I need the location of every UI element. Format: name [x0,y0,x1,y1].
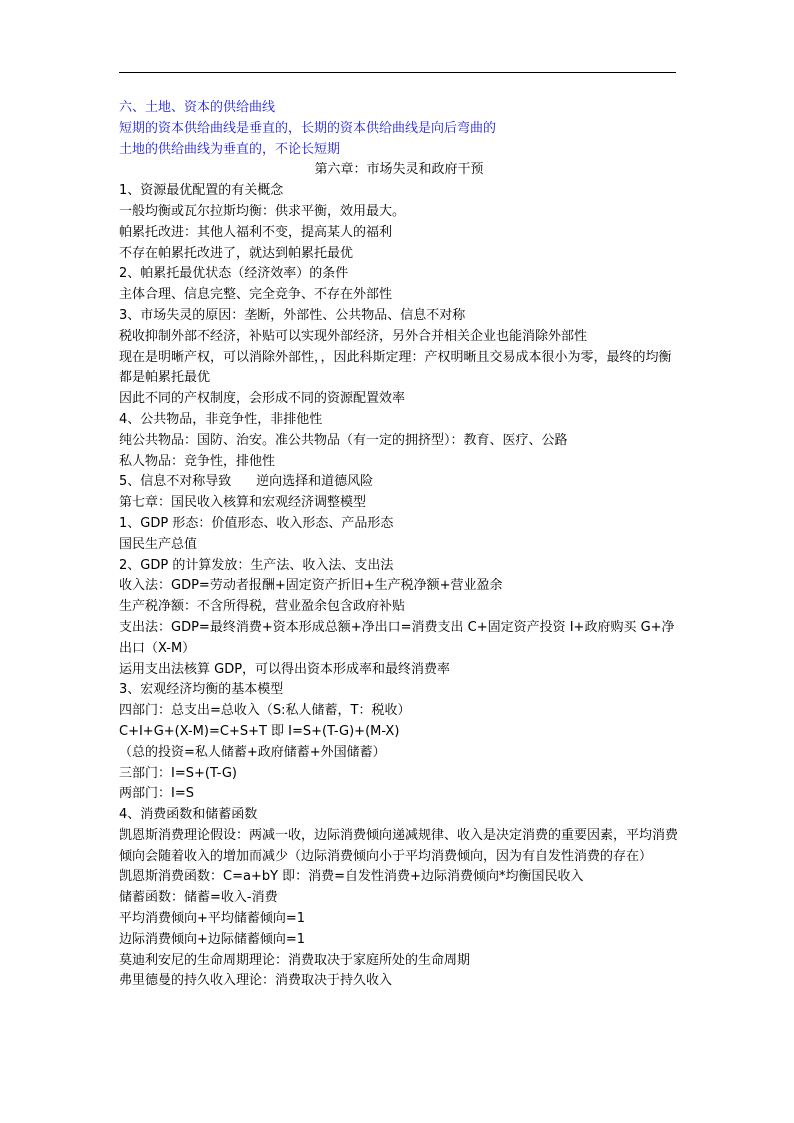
paragraph: 凯恩斯消费理论假设：两减一收，边际消费倾向递减规律、收入是决定消费的重要因素，平均消费倾向会随着收入的增加而减少（边际消费倾向小于平均消费倾向，因为有自发性消费的存在） [119,827,679,864]
section-heading: 2、帕累托最优状态（经济效率）的条件 [119,266,349,282]
paragraph: 现在是明晰产权，可以消除外部性，，因此科斯定理：产权明晰且交易成本很小为零，最终的均衡都是帕累托最优 [119,349,672,386]
paragraph: 不存在帕累托改进了，就达到帕累托最优 [119,245,354,261]
paragraph: 莫迪利安尼的生命周期理论：消费取决于家庭所处的生命周期 [119,952,471,968]
formula: 三部门：I=S+(T-G) [119,765,238,781]
section-heading: 5、信息不对称导致 逆向选择和道德风险 [119,474,374,490]
section-heading: 3、宏观经济均衡的基本模型 [119,682,284,698]
paragraph: 国民生产总值 [119,536,198,552]
paragraph: 主体合理、信息完整、完全竞争、不存在外部性 [119,287,393,303]
section-heading: 3、市场失灵的原因：垄断，外部性、公共物品、信息不对称 [119,307,466,323]
paragraph: 因此不同的产权制度，会形成不同的资源配置效率 [119,391,406,407]
paragraph: 帕累托改进：其他人福利不变，提高某人的福利 [119,224,393,240]
section-heading: 4、公共物品，非竞争性，非排他性 [119,411,323,427]
paragraph: 弗里德曼的持久收入理论：消费取决于持久收入 [119,973,393,989]
paragraph: 土地的供给曲线为垂直的，不论长短期 [119,141,341,157]
paragraph: 凯恩斯消费函数：C=a+bY 即：消费=自发性消费+边际消费倾向*均衡国民收入 [119,869,584,885]
paragraph: （总的投资=私人储蓄+政府储蓄+外国储蓄） [119,744,386,760]
paragraph: 运用支出法核算 GDP，可以得出资本形成率和最终消费率 [119,661,451,677]
formula: 两部门：I=S [119,786,194,802]
paragraph: 短期的资本供给曲线是垂直的，长期的资本供给曲线是向后弯曲的 [119,120,497,136]
paragraph: 纯公共物品：国防、治安。准公共物品（有一定的拥挤型）：教育、医疗、公路 [119,432,568,448]
section-heading: 1、资源最优配置的有关概念 [119,183,284,199]
paragraph: 私人物品：竞争性，排他性 [119,453,276,469]
section-heading: 2、GDP 的计算发放：生产法、收入法、支出法 [119,557,394,573]
paragraph: 一般均衡或瓦尔拉斯均衡：供求平衡，效用最大。 [119,203,406,219]
formula: 平均消费倾向+平均储蓄倾向=1 [119,911,306,927]
section-heading: 4、消费函数和储蓄函数 [119,807,258,823]
chapter-title: 第六章：市场失灵和政府干预 [314,162,484,178]
paragraph: 生产税净额：不含所得税，营业盈余包含政府补贴 [119,599,406,615]
formula: 边际消费倾向+边际储蓄倾向=1 [119,931,306,947]
paragraph: 收入法：GDP=劳动者报酬+固定资产折旧+生产税净额+营业盈余 [119,578,503,594]
formula: C+I+G+(X-M)=C+S+T 即 I=S+(T-G)+(M-X) [119,723,400,739]
section-heading: 1、GDP 形态：价值形态、收入形态、产品形态 [119,515,394,531]
document-body [119,98,679,992]
paragraph: 支出法：GDP=最终消费+资本形成总额+净出口=消费支出 C+固定资产投资 I+政府购买 G+净出口（X-M） [119,619,675,656]
section-heading: 六、土地、资本的供给曲线 [119,100,276,115]
paragraph: 四部门：总支出=总收入（S:私人储蓄，T：税收） [119,703,411,719]
paragraph: 储蓄函数：储蓄=收入-消费 [119,890,278,906]
paragraph: 税收抑制外部不经济，补贴可以实现外部经济，另外合并相关企业也能消除外部性 [119,328,588,344]
chapter-title: 第七章：国民收入核算和宏观经济调整模型 [119,495,367,511]
header-rule [119,72,676,73]
